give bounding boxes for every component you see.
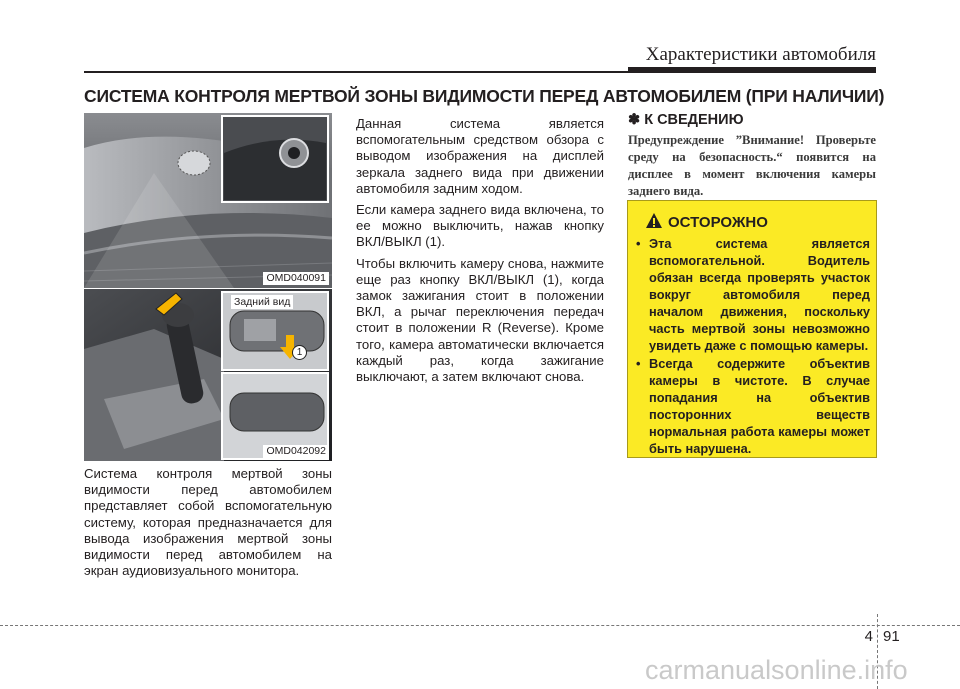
paragraph-3: Чтобы включить камеру снова, нажмите еще раз кнопку ВКЛ/ВЫКЛ (1), когда замок зажигания стоит в положении ВКЛ, а рычаг переключения передач стоит в положении R (Reverse). Кроме того, камера автоматически включается каждый раз, когда зажигание выключают, а затем включают снова. <box>356 255 604 385</box>
watermark: carmanualsonline.info <box>645 655 908 685</box>
warning-item-text: Всегда содержите объектив камеры в чистоте. В случае попадания на объектив посторонних веществ нормальная работа камеры может быть нарушена. <box>649 356 870 456</box>
warning-item-text: Эта система является вспомогательной. Водитель обязан всегда проверять участок вокруг автомобиля перед началом движения, поскольку часть мертвой зоны невозможно увидеть даже с помощью камеры. <box>649 236 870 353</box>
button-number-marker: 1 <box>292 345 307 360</box>
note-symbol-icon: ✽ <box>628 112 641 128</box>
bullet-icon: • <box>636 356 641 371</box>
figure-code: OMD040091 <box>263 272 329 285</box>
note-title-text: К СВЕДЕНИЮ <box>644 112 744 128</box>
chapter-title: Характеристики автомобиля <box>645 44 876 65</box>
note-title <box>628 112 744 128</box>
paragraph-2: Если камера заднего вида включена, то ее можно выключить, нажав кнопку ВКЛ/ВЫКЛ (1). <box>356 202 604 250</box>
gear-mirror-photo <box>84 289 332 461</box>
warning-box <box>627 200 877 458</box>
rear-camera-photo <box>84 113 332 288</box>
warning-title: ОСТОРОЖНО <box>668 214 768 231</box>
gear-mirror-illustration <box>84 289 332 461</box>
header-rule <box>84 71 876 73</box>
page-number: 91 <box>883 628 900 645</box>
figure-code: OMD042092 <box>263 445 329 458</box>
intro-paragraph: Система контроля мертвой зоны видимости перед автомобилем представляет собой вспомогательную систему, которая предназначается для вывода изображения мертвой зоны видимости перед автомобилем на экран аудиовизуального монитора. <box>84 466 332 579</box>
bullet-icon: • <box>636 236 641 251</box>
rear-view-callout: Задний вид <box>231 295 293 309</box>
note-text: Предупреждение ”Внимание! Проверьте среду на безопасность.“ появится на дисплее в момент включения камеры заднего вида. <box>628 133 876 198</box>
section-title: СИСТЕМА КОНТРОЛЯ МЕРТВОЙ ЗОНЫ ВИДИМОСТИ ПЕРЕД АВТОМОБИЛЕМ (ПРИ НАЛИЧИИ) <box>84 86 885 106</box>
chapter-number: 4 <box>864 628 873 645</box>
warning-list <box>636 235 870 458</box>
warning-item <box>636 235 870 354</box>
warning-triangle-icon <box>645 212 663 229</box>
warning-item <box>636 355 870 457</box>
paragraph-1: Данная система является вспомогательным средством обзора с выводом изображения на дисплей зеркала заднего вида при движении автомобиля задним ходом. <box>356 116 604 196</box>
description-column <box>356 116 604 390</box>
footer-rule <box>0 625 960 626</box>
rear-camera-illustration <box>84 113 332 288</box>
